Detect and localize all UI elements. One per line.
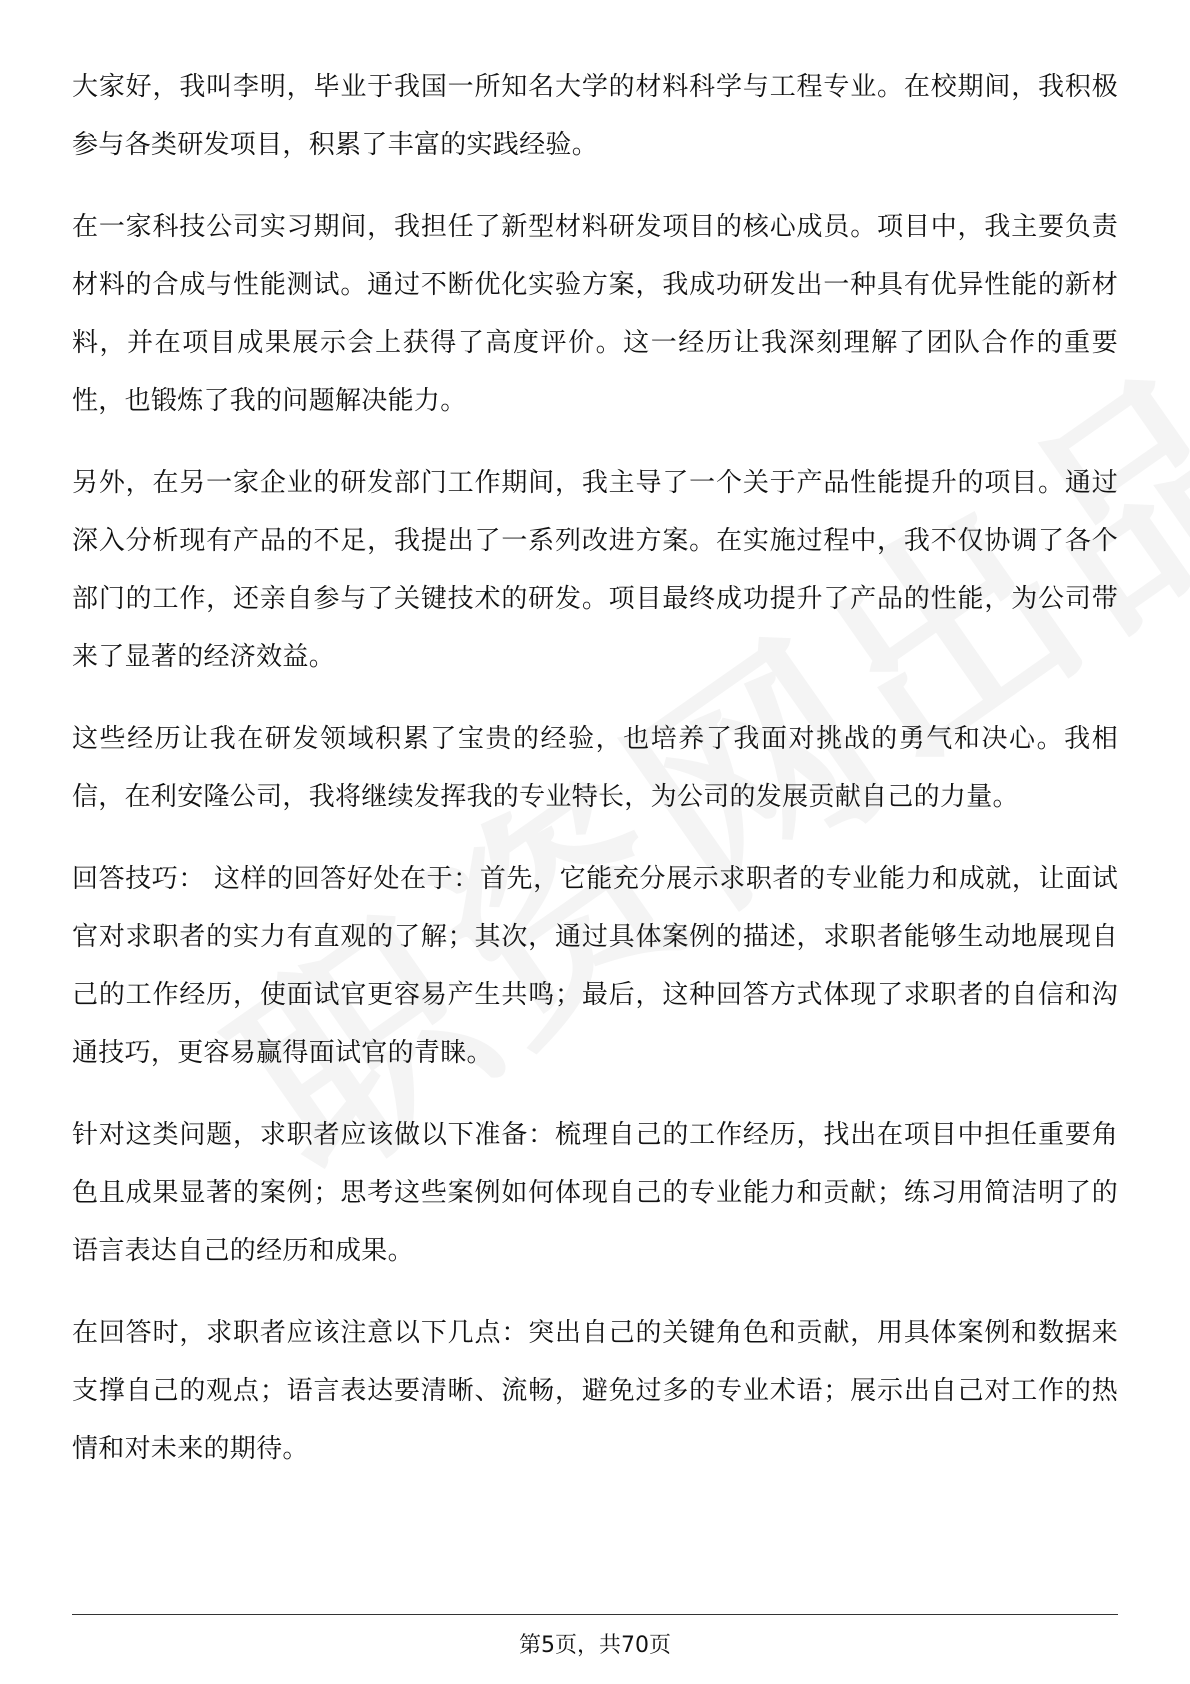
paragraph-rd-department: 另外，在另一家企业的研发部门工作期间，我主导了一个关于产品性能提升的项目。通过深入分析现有产品的不足，我提出了一系列改进方案。在实施过程中，我不仅协调了各个部门的工作，还亲自参与了关键技术的研发。项目最终成功提升了产品的性能，为公司带来了显著的经济效益。 [72, 468, 1118, 672]
paragraph-intro: 大家好，我叫李明，毕业于我国一所知名大学的材料科学与工程专业。在校期间，我积极参与各类研发项目，积累了丰富的实践经验。 [72, 72, 1118, 160]
footer-divider [72, 1614, 1118, 1615]
paragraph-preparation: 针对这类问题，求职者应该做以下准备：梳理自己的工作经历，找出在项目中担任重要角色且成果显著的案例；思考这些案例如何体现自己的专业能力和贡献；练习用简洁明了的语言表达自己的经历和成果。 [72, 1120, 1118, 1266]
paragraph-attention-points: 在回答时，求职者应该注意以下几点：突出自己的关键角色和贡献，用具体案例和数据来支撑自己的观点；语言表达要清晰、流畅，避免过多的专业术语；展示出自己对工作的热情和对未来的期待。 [72, 1318, 1118, 1464]
page-number: 第5页，共70页 [519, 1633, 671, 1658]
document-body [72, 58, 1118, 1502]
paragraph-internship: 在一家科技公司实习期间，我担任了新型材料研发项目的核心成员。项目中，我主要负责材料的合成与性能测试。通过不断优化实验方案，我成功研发出一种具有优异性能的新材料，并在项目成果展示会上获得了高度评价。这一经历让我深刻理解了团队合作的重要性，也锻炼了我的问题解决能力。 [72, 212, 1118, 416]
paragraph-answer-tips: 回答技巧： 这样的回答好处在于：首先，它能充分展示求职者的专业能力和成就，让面试官对求职者的实力有直观的了解；其次，通过具体案例的描述，求职者能够生动地展现自己的工作经历，使面试官更容易产生共鸣；最后，这种回答方式体现了求职者的自信和沟通技巧，更容易赢得面试官的青睐。 [72, 864, 1118, 1068]
paragraph-conclusion: 这些经历让我在研发领域积累了宝贵的经验，也培养了我面对挑战的勇气和决心。我相信，在利安隆公司，我将继续发挥我的专业特长，为公司的发展贡献自己的力量。 [72, 724, 1118, 812]
